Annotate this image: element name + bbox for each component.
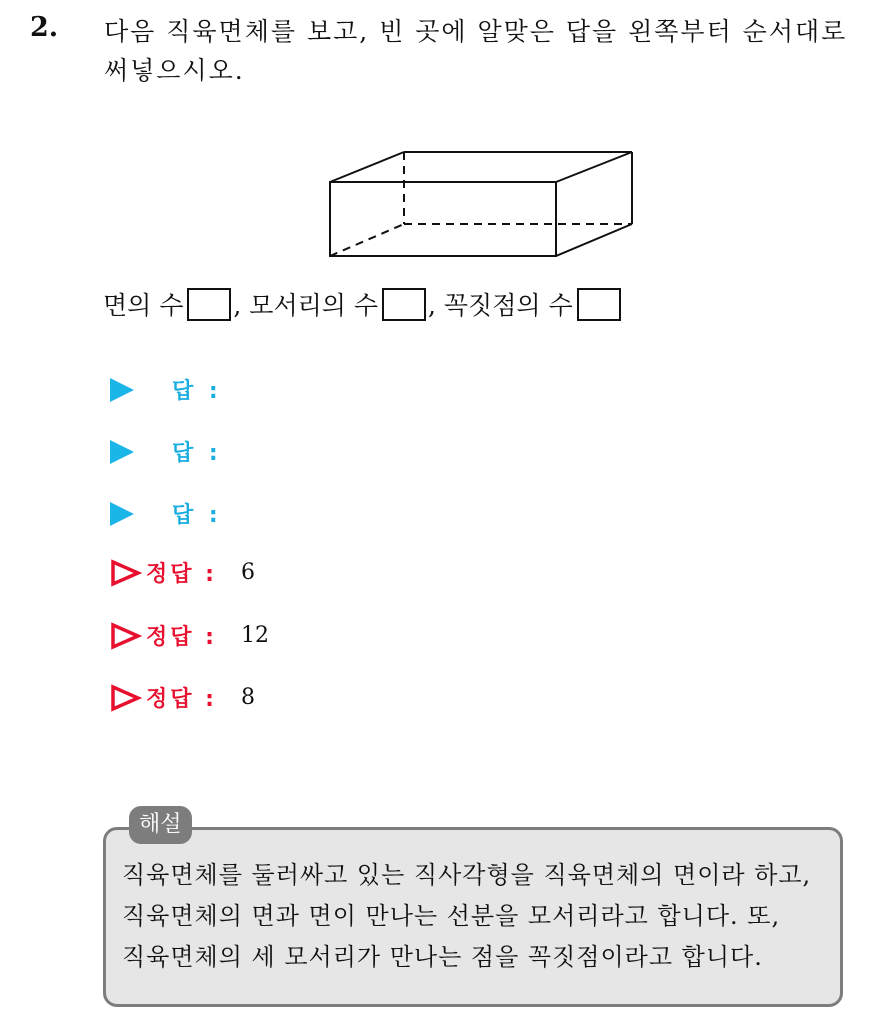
outline-triangle-icon xyxy=(110,559,142,587)
play-triangle-icon xyxy=(110,378,134,402)
outline-triangle-icon xyxy=(110,684,142,712)
cuboid-edge-bottom-right xyxy=(556,224,632,256)
solution-value: 6 xyxy=(240,560,255,585)
cuboid-figure xyxy=(326,150,638,260)
solution-label: 정답 : xyxy=(146,562,217,587)
edges-label: , 모서리의 수 xyxy=(233,291,378,320)
answer-label: 답 : xyxy=(172,503,222,528)
explanation-line-3: 직육면체의 세 모서리가 만나는 점을 꼭짓점이라고 합니다. xyxy=(122,943,763,971)
explanation-line-2: 직육면체의 면과 면이 만나는 선분을 모서리라고 합니다. 또, xyxy=(122,902,781,930)
cuboid-front-face xyxy=(330,182,556,256)
question-line-2: 써넣으시오. xyxy=(104,56,245,85)
solution-label: 정답 : xyxy=(146,687,217,712)
outline-triangle-icon xyxy=(110,622,142,650)
faces-label: 면의 수 xyxy=(103,291,184,320)
answer-label: 답 : xyxy=(172,379,222,404)
question-text xyxy=(104,12,869,90)
play-triangle-icon xyxy=(110,502,134,526)
solution-value: 8 xyxy=(240,685,255,710)
answer-row[interactable] xyxy=(110,374,222,405)
answer-row[interactable] xyxy=(110,436,222,467)
cuboid-edge-top-right xyxy=(556,152,632,182)
blanks-row xyxy=(103,286,623,322)
faces-blank[interactable] xyxy=(187,288,231,321)
solution-value: 12 xyxy=(240,623,269,648)
answer-label: 답 : xyxy=(172,441,222,466)
vertices-label: , 꼭짓점의 수 xyxy=(428,291,573,320)
explanation-text xyxy=(122,855,832,978)
answer-row[interactable] xyxy=(110,498,222,529)
explanation-line-1: 직육면체를 둘러싸고 있는 직사각형을 직육면체의 면이라 하고, xyxy=(122,861,812,889)
question-number: 2. xyxy=(30,12,59,43)
cuboid-hidden-bottom xyxy=(330,224,404,256)
play-triangle-icon xyxy=(110,440,134,464)
solution-row xyxy=(110,620,269,651)
solution-row xyxy=(110,557,255,588)
solution-label: 정답 : xyxy=(146,625,217,650)
edges-blank[interactable] xyxy=(382,288,426,321)
solution-row xyxy=(110,682,255,713)
question-line-1: 다음 직육면체를 보고, 빈 곳에 알맞은 답을 왼쪽부터 순서대로 xyxy=(104,17,848,46)
vertices-blank[interactable] xyxy=(577,288,621,321)
explanation-tab: 해설 xyxy=(129,806,192,844)
cuboid-edge-top-left xyxy=(330,152,404,182)
